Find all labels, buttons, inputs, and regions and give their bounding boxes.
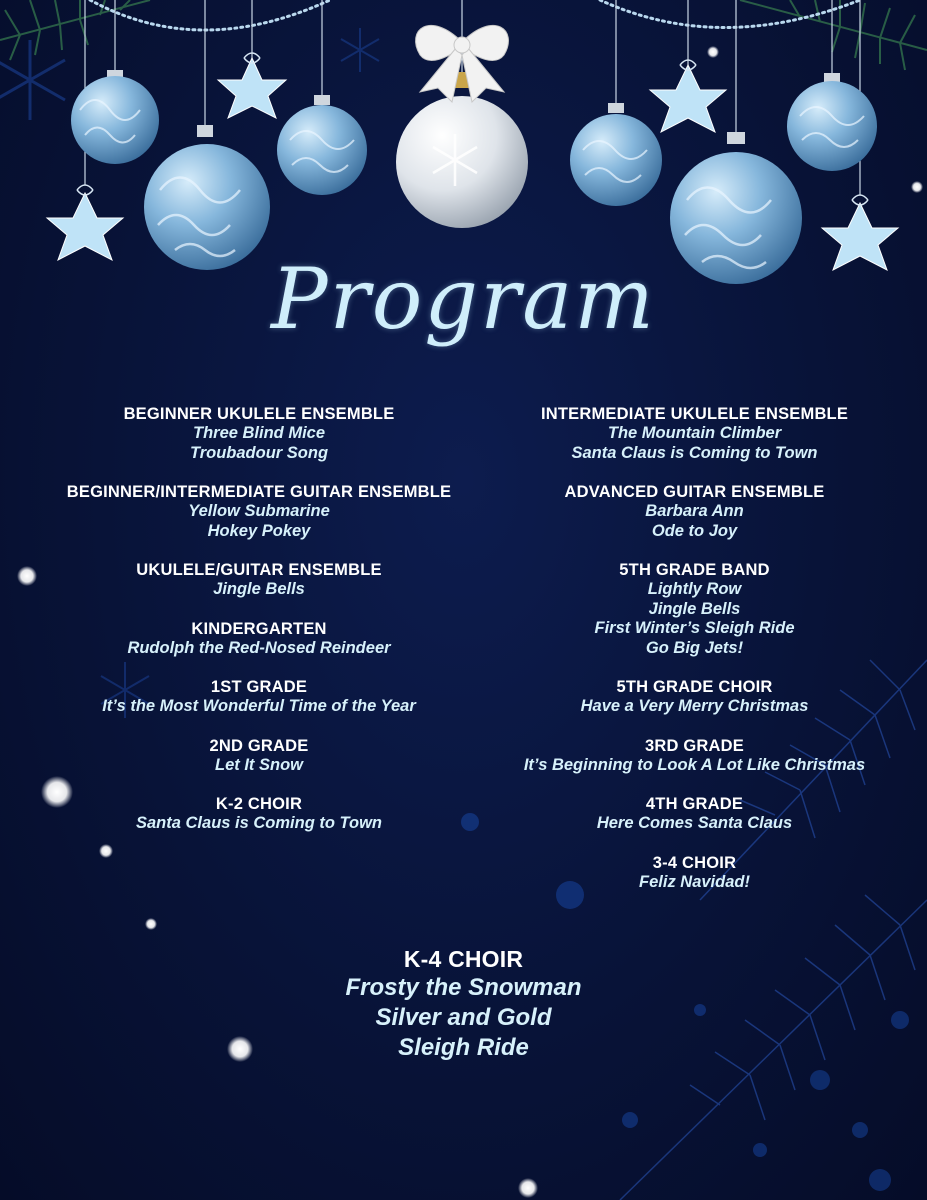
program-group xyxy=(462,853,927,893)
snowflake-icon xyxy=(0,40,65,120)
ornament-icon xyxy=(71,70,159,164)
group-title: 4TH GRADE xyxy=(645,795,744,813)
song-title: Santa Claus is Coming to Town xyxy=(571,443,818,462)
group-title: UKULELE/GUITAR ENSEMBLE xyxy=(136,561,382,579)
program-group xyxy=(30,677,488,717)
program-column-left xyxy=(30,404,488,853)
song-title: Feliz Navidad! xyxy=(639,872,750,891)
song-title: First Winter’s Sleigh Ride xyxy=(594,619,795,637)
song-title: Ode to Joy xyxy=(651,521,738,540)
program-group xyxy=(462,482,927,541)
ornament-icon xyxy=(787,73,877,171)
song-title: Three Blind Mice xyxy=(192,424,326,442)
group-title: INTERMEDIATE UKULELE ENSEMBLE xyxy=(540,405,849,423)
group-title: BEGINNER UKULELE ENSEMBLE xyxy=(123,405,395,423)
ornament-icon xyxy=(570,103,662,206)
song-title: Here Comes Santa Claus xyxy=(596,814,793,832)
program-group xyxy=(30,619,488,659)
snowflake-icon xyxy=(341,28,379,72)
song-title: Sleigh Ride xyxy=(398,1034,529,1061)
group-title: KINDERGARTEN xyxy=(191,619,327,638)
program-group xyxy=(462,736,927,776)
song-title: Rudolph the Red-Nosed Reindeer xyxy=(127,638,391,657)
song-title: Jingle Bells xyxy=(648,599,741,618)
song-title: The Mountain Climber xyxy=(607,424,782,442)
group-title: 3RD GRADE xyxy=(645,736,744,755)
group-title: 5TH GRADE CHOIR xyxy=(616,678,773,696)
star-icon xyxy=(218,58,286,118)
group-title: 1ST GRADE xyxy=(210,678,308,696)
song-title: Hokey Pokey xyxy=(207,521,311,540)
group-title: 2ND GRADE xyxy=(209,736,309,755)
song-title: Barbara Ann xyxy=(645,502,744,520)
program-group xyxy=(30,482,488,541)
program-group xyxy=(30,404,488,463)
song-title: Troubadour Song xyxy=(189,443,329,462)
song-title: Santa Claus is Coming to Town xyxy=(136,814,382,832)
group-title: 3-4 CHOIR xyxy=(652,853,737,872)
group-title: BEGINNER/INTERMEDIATE GUITAR ENSEMBLE xyxy=(66,483,452,501)
song-title: Have a Very Merry Christmas xyxy=(580,697,809,715)
silver-ornament-icon xyxy=(396,25,528,228)
song-title: It’s the Most Wonderful Time of the Year xyxy=(102,697,416,715)
song-title: Jingle Bells xyxy=(213,580,305,598)
page-title: Program xyxy=(271,250,656,348)
pine-branch-top-left xyxy=(0,0,150,60)
song-title: It’s Beginning to Look A Lot Like Christmas xyxy=(523,755,866,774)
song-title: Let It Snow xyxy=(215,755,303,774)
program-group xyxy=(462,677,927,717)
group-title: K-4 CHOIR xyxy=(403,946,524,972)
program-column-right xyxy=(462,404,927,911)
program-group xyxy=(462,404,927,463)
song-title: Silver and Gold xyxy=(375,1004,552,1031)
song-title: Go Big Jets! xyxy=(645,638,744,657)
ornament-icon xyxy=(144,125,270,270)
song-title: Frosty the Snowman xyxy=(345,974,582,1001)
program-group xyxy=(30,736,488,776)
program-group xyxy=(30,794,488,834)
song-title: Yellow Submarine xyxy=(188,502,330,520)
finale-group xyxy=(0,945,927,1063)
star-icon xyxy=(650,65,726,132)
group-title: K-2 CHOIR xyxy=(215,795,303,813)
song-title: Lightly Row xyxy=(647,580,742,598)
group-title: 5TH GRADE BAND xyxy=(619,561,770,579)
ornament-icon xyxy=(277,95,367,195)
group-title: ADVANCED GUITAR ENSEMBLE xyxy=(564,483,825,501)
program-group xyxy=(30,560,488,600)
program-group xyxy=(462,794,927,834)
program-group xyxy=(462,560,927,658)
